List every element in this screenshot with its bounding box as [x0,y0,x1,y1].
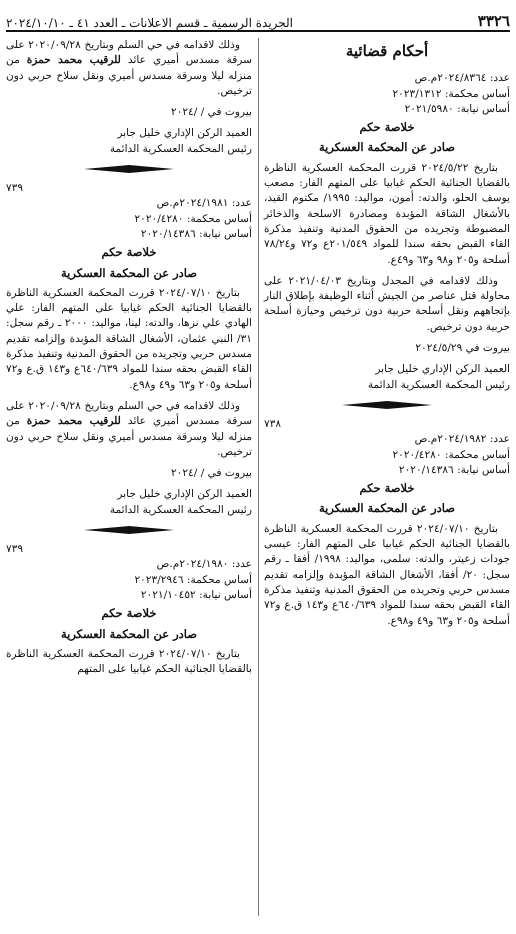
offense-text-end: من منزله ليلا وسرقة مسدس أميري ونقل سلاح حربي دون ترخيص. [6,54,252,97]
place-date: بيروت في / /٢٠٢٤ [171,467,252,480]
case-number: عدد: ٢٠٢٤/٨٣٦٤م.ص [414,72,510,85]
issuer: صادر عن المحكمة العسكرية [318,501,456,516]
page-number: ٣٣٢٦ [477,12,510,30]
case-number: عدد: ٢٠٢٤/١٩٨٢م.ص [414,433,510,446]
prosecution-basis: أساس نيابة: ٢٠٢٠/١٤٣٨٦ [398,463,510,476]
page-header [6,6,510,30]
signer-title: رئيس المحكمة العسكرية الدائمة [109,142,252,155]
signer-name: العميد الركن الإداري خليل جابر [375,363,510,376]
offense-text-start: وذلك لاقدامه في حي السلم وبتاريخ ٢٠٢٠/٠٩/٢٨ على سرقة مسدس أميري عائد [6,39,253,67]
victim-name: للرقيب محمد حمزة [26,415,121,428]
header-rule [6,30,510,32]
court-basis: أساس محكمة: ٢٠٢٣/٢٩٤٦ [134,573,252,586]
prosecution-basis: أساس نيابة: ٢٠٢٠/١٤٣٨٦ [140,227,252,240]
prosecution-basis: أساس نيابة: ٢٠٢١/٥٩٨٠ [404,102,510,115]
offense-text: وذلك لاقدامه في المجدل وبتاريخ ٢٠٢١/٠٤/٠٣ على محاولة قتل عناصر من الجيش أثناء الوظيفة بإطلاق النار بإتجاههم ونقل أسلحة حربية دون ترخيص وحيازة أسلحة حربية دون ترخيص. [264,274,510,333]
issuer: صادر عن المحكمة العسكرية [60,626,198,641]
offense-text-end: من منزله ليلا وسرقة مسدس أميري ونقل سلاح حربي دون ترخيص. [6,415,252,458]
notice-ref: ٧٣٩ [6,543,24,556]
victim-name: للرقيب محمد حمزة [26,54,121,67]
offense-text [6,399,252,460]
issuer: صادر عن المحكمة العسكرية [60,265,198,280]
ornament-divider [342,397,432,413]
ornament-divider [84,522,174,538]
offense-text-start: وذلك لاقدامه في حي السلم وبتاريخ ٢٠٢٠/٠٩/٢٨ على سرقة مسدس أميري عائد [6,399,253,428]
notice-ref: ٧٣٨ [264,417,282,430]
judgment-text: بتاريخ ٢٠٢٤/٠٧/١٠ قررت المحكمة العسكرية الناظرة بالقضايا الجنائية الحكم غيابيا على المتهم الفار: عيسى جودات زعيتر، والدته: سلمى، مواليد: ١٩٩٨/ أفقا ـ رقم سجل: ٢٠/ أفقا، الأشغال الشاقة المؤبدة وإلزامه تقديم مسدس حربي وتجريده من الحقوق المدنية وتنفيذ مذكرة القاء القبض بحقه سندا للمواد ٦٤٠/٦٣٩ع و١٤٣ ق.ع و٧٢ أسلحة و٢٠٥ و٦٣ و٤٩ و٩٨ع. [264,522,510,627]
court-basis: أساس محكمة: ٢٠٢٠/٤٢٨٠ [392,448,510,461]
place-date: بيروت في ٢٠٢٤/٥/٢٩ [415,342,510,355]
notice-ref: ٧٣٩ [6,182,24,195]
court-basis: أساس محكمة: ٢٠٢٣/١٣١٢ [392,87,510,100]
signer-title: رئيس المحكمة العسكرية الدائمة [109,503,252,516]
signer-title: رئيس المحكمة العسكرية الدائمة [367,378,510,391]
summary-title: خلاصة حكم [359,481,415,496]
issuer: صادر عن المحكمة العسكرية [318,140,456,155]
prosecution-basis: أساس نيابة: ٢٠٢١/١٠٤٥٢ [140,588,252,601]
summary-title: خلاصة حكم [101,245,157,260]
right-column [264,38,510,635]
gazette-title: الجريدة الرسمية ـ قسم الاعلانات ـ العدد ٤١ ـ ٢٠٢٤/١٠/١٠ [6,16,294,30]
case-number: عدد: ٢٠٢٤/١٩٨٠م.ص [156,558,252,571]
judgment-text: بتاريخ ٢٠٢٤/٥/٢٢ قررت المحكمة العسكرية الناظرة بالقضايا الجنائية الحكم غيابيا على المتهم الفار: مصعب يوسف الحلو، والدته: أمون، مواليد: ١٩٩٥/ مكتوم القيد، بالأشغال الشاقة المؤبدة ومصادرة الاسلحة والذخائر المضبوطة وتجريده من الحقوق المدنية وتنفيذ مذكرة القاء القبض بحقه سندا للمواد ٢٠١/٥٤٩ع و٧٢ و٧٨/٢٤ أسلحة و٢٠٥ و٩٨ و٦٣ و٤٩ع. [264,161,510,266]
place-date: بيروت في / /٢٠٢٤ [171,106,252,119]
left-column [6,38,252,683]
column-rule [258,38,259,916]
summary-title: خلاصة حكم [359,120,415,135]
judgment-text: بتاريخ ٢٠٢٤/٠٧/١٠ قررت المحكمة العسكرية الناظرة بالقضايا الجنائية الحكم غيابيا على المتهم [6,647,252,676]
case-number: عدد: ٢٠٢٤/١٩٨١م.ص [156,197,252,210]
summary-title: خلاصة حكم [101,606,157,621]
signer-name: العميد الركن الإداري خليل جابر [117,127,252,140]
section-heading: أحكام قضائية [345,42,429,60]
judgment-text: بتاريخ ٢٠٢٤/٠٧/١٠ قررت المحكمة العسكرية الناظرة بالقضايا الجنائية الحكم غيابيا على المتهم الفار: علي الهادي علي نزها، والدته: لينا، مواليد: ٢٠٠٠ ـ رقم سجل: ٣١/ النبي عثمان، الأشغال الشاقة المؤبدة وإلزامه تقديم مسدس حربي وتجريده من الحقوق المدنية وتنفيذ مذكرة القاء القبض بحقه سندا للمواد ٦٤٠/٦٣٩ع و١٤٣ ق.ع و٧٢ أسلحة و٢٠٥ و٦٣ و٤٩ و٩٨ع. [6,286,252,391]
offense-text [6,38,252,99]
signer-name: العميد الركن الإداري خليل جابر [117,488,252,501]
court-basis: أساس محكمة: ٢٠٢٠/٤٢٨٠ [134,212,252,225]
ornament-divider [84,161,174,177]
